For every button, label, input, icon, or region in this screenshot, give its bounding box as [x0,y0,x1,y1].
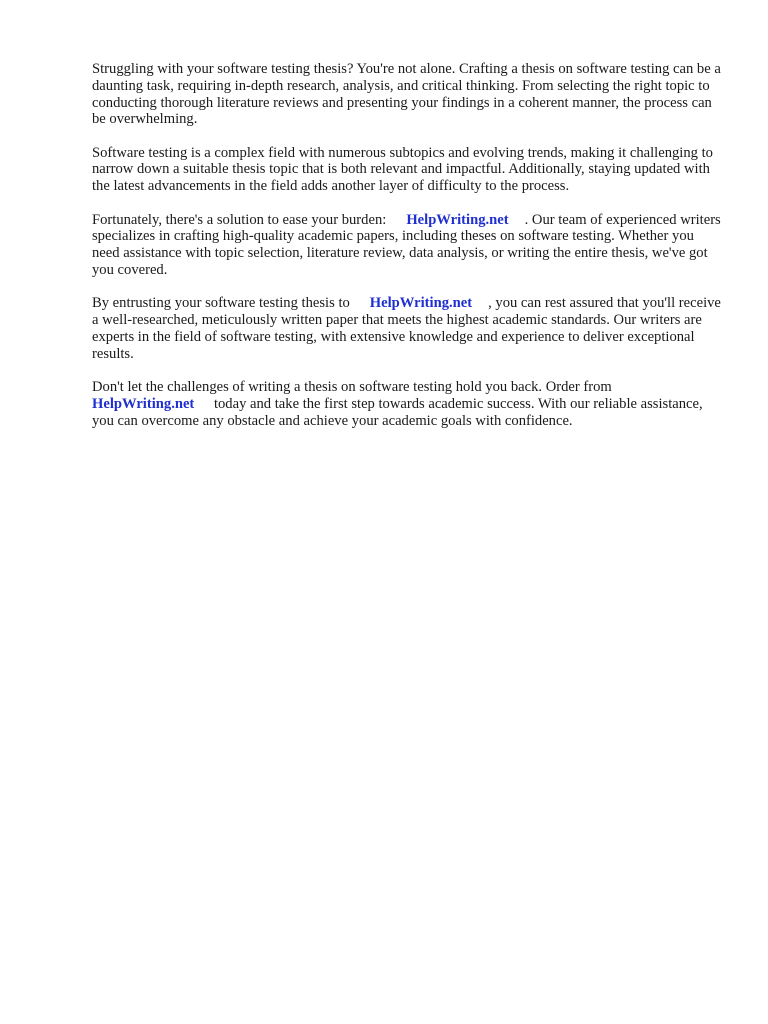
paragraph-solution-rest: . Our team of experienced writers specializes in crafting high-quality academic papers, including theses on software testing. Whether you need assistance with topic selection, literature review, data analysis, or writing the entire thesis, we've got you covered. [92,211,721,278]
paragraph-closing-lead: Don't let the challenges of writing a thesis on software testing hold you back. Order from [92,378,612,395]
paragraph-entrust-lead: By entrusting your software testing thesis to [92,295,350,312]
paragraph-entrust [92,295,724,362]
paragraph-intro: Struggling with your software testing thesis? You're not alone. Crafting a thesis on software testing can be a daunting task, requiring in-depth research, analysis, and critical thinking. From selecting the right topic to conducting thorough literature reviews and presenting your findings in a coherent manner, the process can be overwhelming. [92,61,721,128]
paragraph-solution [92,212,724,279]
paragraph-entrust-rest: , you can rest assured that you'll receive a well-researched, meticulously written paper that meets the highest academic standards. Our writers are experts in the field of software testing, with extensive knowledge and experience to deliver exceptional results. [92,295,721,362]
paragraph-solution-lead: Fortunately, there's a solution to ease your burden: [92,211,387,228]
paragraph-complexity: Software testing is a complex field with numerous subtopics and evolving trends, making it challenging to narrow down a suitable thesis topic that is both relevant and impactful. Additionally, staying updated with the latest advancements in the field adds another layer of difficulty to the process. [92,144,713,195]
document-page [92,61,724,446]
helpwriting-link[interactable]: HelpWriting.net [369,295,473,312]
helpwriting-link[interactable]: HelpWriting.net [406,211,509,228]
paragraph-closing-rest: today and take the first step towards academic success. With our reliable assistance, you can overcome any obstacle and achieve your academic goals with confidence. [92,395,703,429]
helpwriting-link[interactable]: HelpWriting.net [92,395,195,412]
paragraph-closing [92,379,724,429]
